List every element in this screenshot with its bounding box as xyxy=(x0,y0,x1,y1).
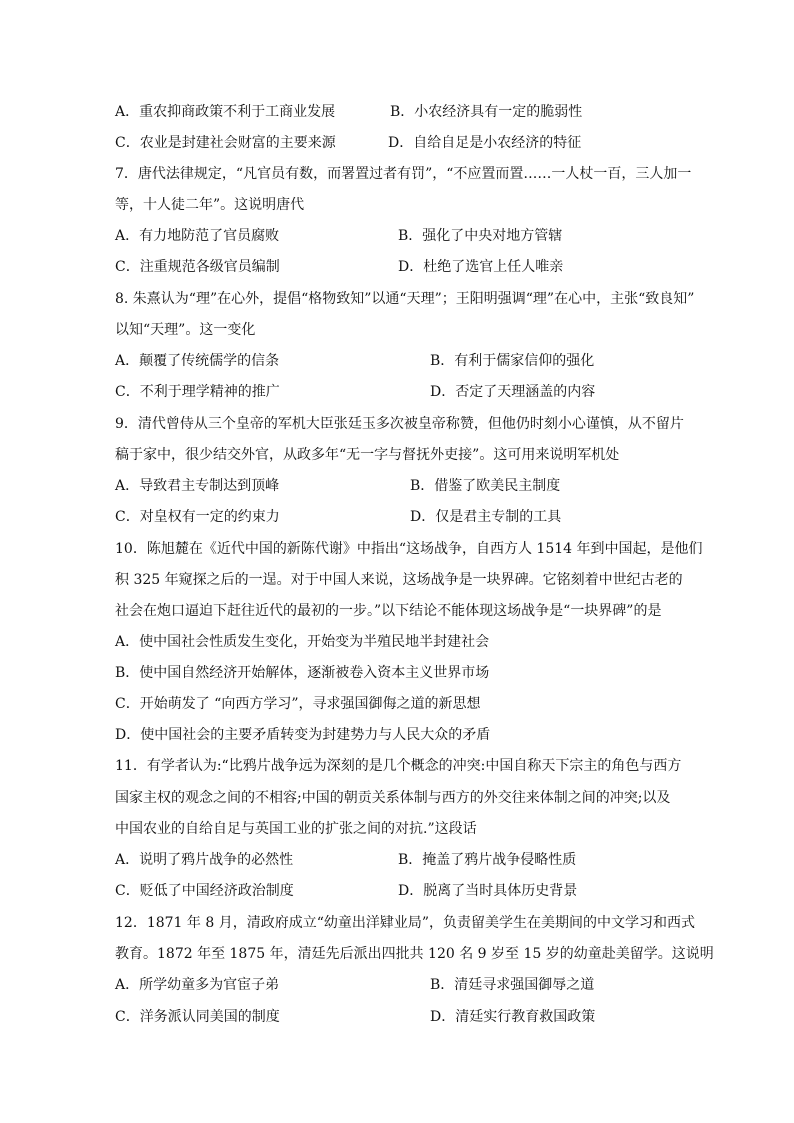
q12-option-b: B．清廷寻求强国御辱之道 xyxy=(430,977,595,993)
q8-option-b: B．有利于儒家信仰的强化 xyxy=(430,353,595,369)
q7-option-a: A．有力地防范了官员腐败 xyxy=(115,228,280,244)
q6-option-d: D．自给自足是小农经济的特征 xyxy=(388,135,582,151)
q11-option-a: A．说明了鸦片战争的必然性 xyxy=(115,852,294,868)
q10-stem-line3: 社会在炮口逼迫下赶往近代的最初的一步。”以下结论不能体现这场战争是“一块界碑”的是 xyxy=(115,603,662,619)
q10-stem-line1: 10．陈旭麓在《近代中国的新陈代谢》中指出“这场战争，自西方人 1514 年到中国起，是他们 xyxy=(115,541,703,557)
q7-stem-line2: 等，十人徒二年”。这说明唐代 xyxy=(115,197,305,213)
q11-stem-line1: 11．有学者认为:“比鸦片战争远为深刻的是几个概念的冲突:中国自称天下宗主的角色与西方 xyxy=(115,758,682,774)
q7-option-b: B．强化了中央对地方管辖 xyxy=(398,228,563,244)
q10-option-c: C．开始萌发了 “向西方学习”，寻求强国御侮之道的新思想 xyxy=(115,696,481,712)
q8-option-a: A．颠覆了传统儒学的信条 xyxy=(115,353,280,369)
q7-option-d: D．杜绝了选官上任人唯亲 xyxy=(398,259,564,275)
q7-option-c: C．注重规范各级官员编制 xyxy=(115,259,280,275)
q9-stem-line2: 稿于家中，很少结交外官，从政多年“无一字与督抚外吏接”。这可用来说明军机处 xyxy=(115,447,620,463)
q7-stem-line1: 7．唐代法律规定，“凡官员有数，而署置过者有罚”，“不应置而置……一人杖一百，三人加一 xyxy=(115,166,692,182)
q8-stem-line2: 以知“天理”。这一变化 xyxy=(115,322,256,338)
q10-option-d: D．使中国社会的主要矛盾转变为封建势力与人民大众的矛盾 xyxy=(115,727,491,743)
q6-option-c: C．农业是封建社会财富的主要来源 xyxy=(115,135,336,151)
q9-stem-line1: 9．清代曾侍从三个皇帝的军机大臣张廷玉多次被皇帝称赞，但他仍时刻小心谨慎，从不留片 xyxy=(115,416,684,432)
q8-option-c: C．不利于理学精神的推广 xyxy=(115,384,280,400)
q9-option-d: D．仅是君主专制的工具 xyxy=(410,509,562,525)
q11-option-c: C．贬低了中国经济政治制度 xyxy=(115,883,294,899)
q11-stem-line2: 国家主权的观念之间的不相容;中国的朝贡关系体制与西方的外交往来体制之间的冲突;以及 xyxy=(115,790,671,806)
q9-option-a: A．导致君主专制达到顶峰 xyxy=(115,478,280,494)
q12-stem-line1: 12．1871 年 8 月，清政府成立“幼童出洋肄业局”，负责留美学生在美期间的中文学习和西式 xyxy=(115,915,696,931)
q9-option-b: B．借鉴了欧美民主制度 xyxy=(410,478,561,494)
q6-option-b: B．小农经济具有一定的脆弱性 xyxy=(390,104,583,120)
q10-stem-line2: 积 325 年窥探之后的一逞。对于中国人来说，这场战争是一块界碑。它铭刻着中世纪古老的 xyxy=(115,572,683,588)
q6-option-a: A．重农抑商政策不利于工商业发展 xyxy=(115,104,336,120)
q12-option-d: D．清廷实行教育救国政策 xyxy=(430,1009,596,1025)
q11-stem-line3: 中国农业的自给自足与英国工业的扩张之间的对抗.”这段话 xyxy=(115,821,477,837)
q10-option-a: A．使中国社会性质发生变化，开始变为半殖民地半封建社会 xyxy=(115,634,490,650)
q12-option-a: A．所学幼童多为官宦子弟 xyxy=(115,977,280,993)
q9-option-c: C．对皇权有一定的约束力 xyxy=(115,509,280,525)
q12-stem-line2: 教育。1872 年至 1875 年，清廷先后派出四批共 120 名 9 岁至 15 岁的幼童赴美留学。这说明 xyxy=(115,946,714,962)
q11-option-d: D．脱离了当时具体历史背景 xyxy=(398,883,578,899)
q11-option-b: B．掩盖了鸦片战争侵略性质 xyxy=(398,852,577,868)
q8-stem-line1: 8. 朱熹认为“理”在心外，提倡“格物致知”以通“天理”；王阳明强调“理”在心中，主张“致良知” xyxy=(115,291,695,307)
q8-option-d: D．否定了天理涵盖的内容 xyxy=(430,384,596,400)
q10-option-b: B．使中国自然经济开始解体，逐渐被卷入资本主义世界市场 xyxy=(115,665,490,681)
q12-option-c: C．洋务派认同美国的制度 xyxy=(115,1009,280,1025)
